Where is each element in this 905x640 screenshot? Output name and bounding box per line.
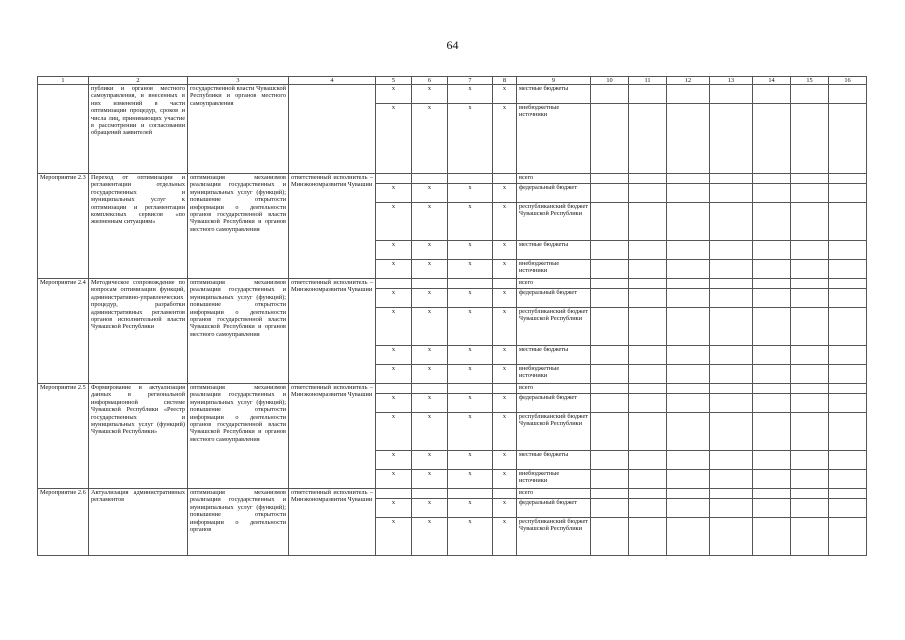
- col8-value: х: [493, 104, 517, 174]
- col13-value: [710, 499, 753, 518]
- col5-value: х: [376, 394, 412, 413]
- col15-value: [791, 413, 829, 451]
- col7-value: х: [448, 289, 493, 308]
- col15-value: [791, 203, 829, 241]
- column-number: 1: [38, 77, 89, 85]
- col13-value: [710, 241, 753, 260]
- col7-value: х: [448, 104, 493, 174]
- funding-source: всего: [517, 384, 591, 394]
- col7-value: х: [448, 260, 493, 279]
- measure-result: оптимизация механизмов реализации государственных и муниципальных услуг (функций); повышение открытости информации о деятельности органов: [188, 489, 289, 556]
- measure-code: Мероприятие 2.4: [38, 279, 89, 384]
- col16-value: [829, 346, 867, 365]
- col16-value: [829, 279, 867, 289]
- program-table: [37, 76, 867, 556]
- col16-value: [829, 241, 867, 260]
- col14-value: [753, 85, 791, 104]
- column-number: 6: [412, 77, 448, 85]
- col6-value: х: [412, 184, 448, 203]
- col5-value: [376, 279, 412, 289]
- col8-value: [493, 279, 517, 289]
- col14-value: [753, 470, 791, 489]
- col7-value: х: [448, 394, 493, 413]
- col11-value: [629, 203, 667, 241]
- col6-value: х: [412, 413, 448, 451]
- col11-value: [629, 184, 667, 203]
- col16-value: [829, 260, 867, 279]
- col14-value: [753, 260, 791, 279]
- col13-value: [710, 279, 753, 289]
- funding-source: внебюджетные источники: [517, 470, 591, 489]
- col6-value: х: [412, 241, 448, 260]
- col5-value: х: [376, 346, 412, 365]
- col6-value: [412, 384, 448, 394]
- col16-value: [829, 489, 867, 499]
- funding-source: республиканский бюджет Чувашской Республики: [517, 308, 591, 346]
- col12-value: [667, 308, 710, 346]
- col15-value: [791, 499, 829, 518]
- col13-value: [710, 394, 753, 413]
- col10-value: [591, 289, 629, 308]
- col5-value: х: [376, 499, 412, 518]
- column-number: 9: [517, 77, 591, 85]
- col10-value: [591, 174, 629, 184]
- col6-value: х: [412, 85, 448, 104]
- col16-value: [829, 85, 867, 104]
- col7-value: [448, 279, 493, 289]
- column-number: 13: [710, 77, 753, 85]
- col12-value: [667, 384, 710, 394]
- col10-value: [591, 365, 629, 384]
- col10-value: [591, 241, 629, 260]
- col12-value: [667, 518, 710, 556]
- col12-value: [667, 365, 710, 384]
- col6-value: [412, 489, 448, 499]
- col14-value: [753, 413, 791, 451]
- col8-value: х: [493, 451, 517, 470]
- col5-value: х: [376, 85, 412, 104]
- col13-value: [710, 104, 753, 174]
- col6-value: [412, 174, 448, 184]
- col10-value: [591, 499, 629, 518]
- col14-value: [753, 394, 791, 413]
- col5-value: х: [376, 184, 412, 203]
- measure-result: оптимизация механизмов реализации государственных и муниципальных услуг (функций); повышение открытости информации о деятельности органов государственной власти Чувашской Республики и органов местного самоуправления: [188, 174, 289, 279]
- funding-source: республиканский бюджет Чувашской Республики: [517, 203, 591, 241]
- col14-value: [753, 499, 791, 518]
- col11-value: [629, 499, 667, 518]
- col6-value: х: [412, 104, 448, 174]
- measure-code: Мероприятие 2.6: [38, 489, 89, 556]
- col13-value: [710, 184, 753, 203]
- col16-value: [829, 365, 867, 384]
- col10-value: [591, 489, 629, 499]
- col8-value: х: [493, 308, 517, 346]
- col14-value: [753, 308, 791, 346]
- column-number: 5: [376, 77, 412, 85]
- col15-value: [791, 85, 829, 104]
- col11-value: [629, 241, 667, 260]
- col11-value: [629, 346, 667, 365]
- column-number: 15: [791, 77, 829, 85]
- col15-value: [791, 308, 829, 346]
- funding-source: федеральный бюджет: [517, 184, 591, 203]
- col15-value: [791, 279, 829, 289]
- col8-value: х: [493, 518, 517, 556]
- col5-value: х: [376, 518, 412, 556]
- col15-value: [791, 451, 829, 470]
- col11-value: [629, 394, 667, 413]
- col11-value: [629, 384, 667, 394]
- column-number: 8: [493, 77, 517, 85]
- col12-value: [667, 470, 710, 489]
- col16-value: [829, 518, 867, 556]
- measure-name: Методическое сопровождение по вопросам оптимизации функций, административно-управленческих процедур, разработки административных регламентов органов исполнительной власти Чувашской Республики: [89, 279, 188, 384]
- funding-source: местные бюджеты: [517, 451, 591, 470]
- col12-value: [667, 394, 710, 413]
- col16-value: [829, 413, 867, 451]
- funding-source: всего: [517, 489, 591, 499]
- col8-value: х: [493, 203, 517, 241]
- funding-source: внебюджетные источники: [517, 260, 591, 279]
- col15-value: [791, 104, 829, 174]
- col8-value: х: [493, 470, 517, 489]
- col13-value: [710, 85, 753, 104]
- col6-value: х: [412, 499, 448, 518]
- col13-value: [710, 260, 753, 279]
- measure-result: оптимизация механизмов реализации государственных и муниципальных услуг (функций); повышение открытости информации о деятельности органов государственной власти Чувашской Республики и органов местного самоуправления: [188, 384, 289, 489]
- page-number: 64: [446, 38, 459, 52]
- col6-value: х: [412, 451, 448, 470]
- col8-value: х: [493, 184, 517, 203]
- col15-value: [791, 489, 829, 499]
- col14-value: [753, 279, 791, 289]
- col16-value: [829, 104, 867, 174]
- table-row: [38, 384, 867, 394]
- col15-value: [791, 260, 829, 279]
- measure-name: Формирование и актуализация данных в региональной информационной системе Чувашской Республики «Реестр государственных и муниципальных услуг (функций) Чувашской Республики»: [89, 384, 188, 489]
- measure-result: оптимизация механизмов реализации государственных и муниципальных услуг (функций); повышение открытости информации о деятельности органов государственной власти Чувашской Республики и органов местного самоуправления: [188, 279, 289, 384]
- col5-value: х: [376, 451, 412, 470]
- column-number: 2: [89, 77, 188, 85]
- col8-value: [493, 174, 517, 184]
- funding-source: местные бюджеты: [517, 85, 591, 104]
- measure-name: Актуализация административных регламентов: [89, 489, 188, 556]
- col13-value: [710, 413, 753, 451]
- col12-value: [667, 241, 710, 260]
- column-number: 16: [829, 77, 867, 85]
- col11-value: [629, 413, 667, 451]
- col13-value: [710, 489, 753, 499]
- col5-value: х: [376, 470, 412, 489]
- col16-value: [829, 384, 867, 394]
- col13-value: [710, 451, 753, 470]
- col10-value: [591, 85, 629, 104]
- col10-value: [591, 346, 629, 365]
- col8-value: х: [493, 85, 517, 104]
- col11-value: [629, 451, 667, 470]
- col12-value: [667, 203, 710, 241]
- col16-value: [829, 470, 867, 489]
- funding-source: республиканский бюджет Чувашской Республики: [517, 413, 591, 451]
- col14-value: [753, 104, 791, 174]
- col5-value: х: [376, 289, 412, 308]
- col7-value: х: [448, 308, 493, 346]
- col6-value: [412, 279, 448, 289]
- measure-executor: [289, 85, 376, 174]
- col6-value: х: [412, 394, 448, 413]
- col7-value: [448, 384, 493, 394]
- measure-result: государственной власти Чувашской Республики и органов местного самоуправления: [188, 85, 289, 174]
- col16-value: [829, 308, 867, 346]
- col5-value: х: [376, 308, 412, 346]
- funding-source: внебюджетные источники: [517, 104, 591, 174]
- col11-value: [629, 85, 667, 104]
- col10-value: [591, 279, 629, 289]
- col8-value: х: [493, 394, 517, 413]
- measure-name: Переход от оптимизации и регламентации отдельных государственных и муниципальных услуг к оптимизации и регламентации комплексных сервисов «по жизненным ситуациям»: [89, 174, 188, 279]
- column-number: 7: [448, 77, 493, 85]
- col11-value: [629, 518, 667, 556]
- column-number: 4: [289, 77, 376, 85]
- col16-value: [829, 451, 867, 470]
- col12-value: [667, 174, 710, 184]
- table-row: [38, 174, 867, 184]
- table-row: [38, 279, 867, 289]
- col14-value: [753, 518, 791, 556]
- col5-value: [376, 489, 412, 499]
- col7-value: х: [448, 85, 493, 104]
- col16-value: [829, 289, 867, 308]
- measure-name: публики и органов местного самоуправления, и внесенных в них изменений в части оптимизации процедур, сроков и числа лиц, принимающих участие в рассмотрении и согласовании обращений заявителей: [89, 85, 188, 174]
- col6-value: х: [412, 470, 448, 489]
- col7-value: х: [448, 346, 493, 365]
- col13-value: [710, 174, 753, 184]
- col15-value: [791, 346, 829, 365]
- col12-value: [667, 85, 710, 104]
- col10-value: [591, 260, 629, 279]
- col10-value: [591, 413, 629, 451]
- col8-value: [493, 489, 517, 499]
- col14-value: [753, 384, 791, 394]
- funding-source: местные бюджеты: [517, 346, 591, 365]
- col7-value: х: [448, 241, 493, 260]
- col15-value: [791, 365, 829, 384]
- funding-source: всего: [517, 279, 591, 289]
- funding-source: федеральный бюджет: [517, 289, 591, 308]
- col16-value: [829, 174, 867, 184]
- col7-value: х: [448, 365, 493, 384]
- column-number: 11: [629, 77, 667, 85]
- col13-value: [710, 203, 753, 241]
- col8-value: х: [493, 413, 517, 451]
- col11-value: [629, 289, 667, 308]
- funding-source: всего: [517, 174, 591, 184]
- col8-value: х: [493, 499, 517, 518]
- col6-value: х: [412, 289, 448, 308]
- col15-value: [791, 184, 829, 203]
- col13-value: [710, 289, 753, 308]
- col15-value: [791, 174, 829, 184]
- col6-value: х: [412, 203, 448, 241]
- funding-source: внебюджетные источники: [517, 365, 591, 384]
- col5-value: х: [376, 104, 412, 174]
- col5-value: х: [376, 260, 412, 279]
- column-number: 12: [667, 77, 710, 85]
- funding-source: федеральный бюджет: [517, 499, 591, 518]
- col11-value: [629, 308, 667, 346]
- col11-value: [629, 104, 667, 174]
- table-body: [38, 85, 867, 556]
- col7-value: х: [448, 184, 493, 203]
- col7-value: [448, 174, 493, 184]
- col12-value: [667, 184, 710, 203]
- col15-value: [791, 241, 829, 260]
- table-row: [38, 489, 867, 499]
- col14-value: [753, 289, 791, 308]
- col5-value: х: [376, 203, 412, 241]
- measure-code: [38, 85, 89, 174]
- col14-value: [753, 489, 791, 499]
- col10-value: [591, 384, 629, 394]
- col7-value: х: [448, 518, 493, 556]
- table-row: [38, 85, 867, 104]
- col6-value: х: [412, 365, 448, 384]
- funding-source: федеральный бюджет: [517, 394, 591, 413]
- col10-value: [591, 184, 629, 203]
- column-number: 10: [591, 77, 629, 85]
- funding-source: местные бюджеты: [517, 241, 591, 260]
- col11-value: [629, 174, 667, 184]
- col15-value: [791, 518, 829, 556]
- col15-value: [791, 289, 829, 308]
- column-number: 14: [753, 77, 791, 85]
- col8-value: х: [493, 365, 517, 384]
- col12-value: [667, 451, 710, 470]
- column-number-row: [38, 77, 867, 85]
- funding-source: республиканский бюджет Чувашской Республики: [517, 518, 591, 556]
- col14-value: [753, 451, 791, 470]
- col14-value: [753, 241, 791, 260]
- col14-value: [753, 203, 791, 241]
- col16-value: [829, 394, 867, 413]
- col5-value: [376, 384, 412, 394]
- col12-value: [667, 279, 710, 289]
- col8-value: х: [493, 346, 517, 365]
- measure-executor: ответственный исполнитель – Минэкономразвития Чувашии: [289, 174, 376, 279]
- col7-value: х: [448, 499, 493, 518]
- column-number: 3: [188, 77, 289, 85]
- col10-value: [591, 451, 629, 470]
- col12-value: [667, 260, 710, 279]
- col8-value: х: [493, 241, 517, 260]
- col8-value: [493, 384, 517, 394]
- col10-value: [591, 308, 629, 346]
- col10-value: [591, 470, 629, 489]
- col12-value: [667, 413, 710, 451]
- col7-value: х: [448, 203, 493, 241]
- measure-code: Мероприятие 2.5: [38, 384, 89, 489]
- col11-value: [629, 279, 667, 289]
- col16-value: [829, 184, 867, 203]
- col7-value: х: [448, 413, 493, 451]
- col7-value: [448, 489, 493, 499]
- col11-value: [629, 470, 667, 489]
- col11-value: [629, 260, 667, 279]
- col13-value: [710, 470, 753, 489]
- col13-value: [710, 346, 753, 365]
- col5-value: [376, 174, 412, 184]
- col12-value: [667, 104, 710, 174]
- col11-value: [629, 489, 667, 499]
- col12-value: [667, 346, 710, 365]
- col8-value: х: [493, 260, 517, 279]
- col16-value: [829, 499, 867, 518]
- col15-value: [791, 384, 829, 394]
- col14-value: [753, 174, 791, 184]
- col7-value: х: [448, 470, 493, 489]
- col10-value: [591, 104, 629, 174]
- col13-value: [710, 365, 753, 384]
- measure-executor: ответственный исполнитель – Минэкономразвития Чувашии: [289, 384, 376, 489]
- col7-value: х: [448, 451, 493, 470]
- col12-value: [667, 489, 710, 499]
- col8-value: х: [493, 289, 517, 308]
- col6-value: х: [412, 518, 448, 556]
- col13-value: [710, 308, 753, 346]
- col14-value: [753, 365, 791, 384]
- col5-value: х: [376, 241, 412, 260]
- col6-value: х: [412, 308, 448, 346]
- col15-value: [791, 470, 829, 489]
- col13-value: [710, 518, 753, 556]
- col14-value: [753, 184, 791, 203]
- col10-value: [591, 203, 629, 241]
- col5-value: х: [376, 365, 412, 384]
- col12-value: [667, 499, 710, 518]
- col12-value: [667, 289, 710, 308]
- col10-value: [591, 518, 629, 556]
- col16-value: [829, 203, 867, 241]
- col11-value: [629, 365, 667, 384]
- col6-value: х: [412, 260, 448, 279]
- col13-value: [710, 384, 753, 394]
- col14-value: [753, 346, 791, 365]
- measure-executor: ответственный исполнитель – Минэкономразвития Чувашии: [289, 279, 376, 384]
- measure-executor: ответственный исполнитель – Минэкономразвития Чувашии: [289, 489, 376, 556]
- col6-value: х: [412, 346, 448, 365]
- col5-value: х: [376, 413, 412, 451]
- col10-value: [591, 394, 629, 413]
- measure-code: Мероприятие 2.3: [38, 174, 89, 279]
- col15-value: [791, 394, 829, 413]
